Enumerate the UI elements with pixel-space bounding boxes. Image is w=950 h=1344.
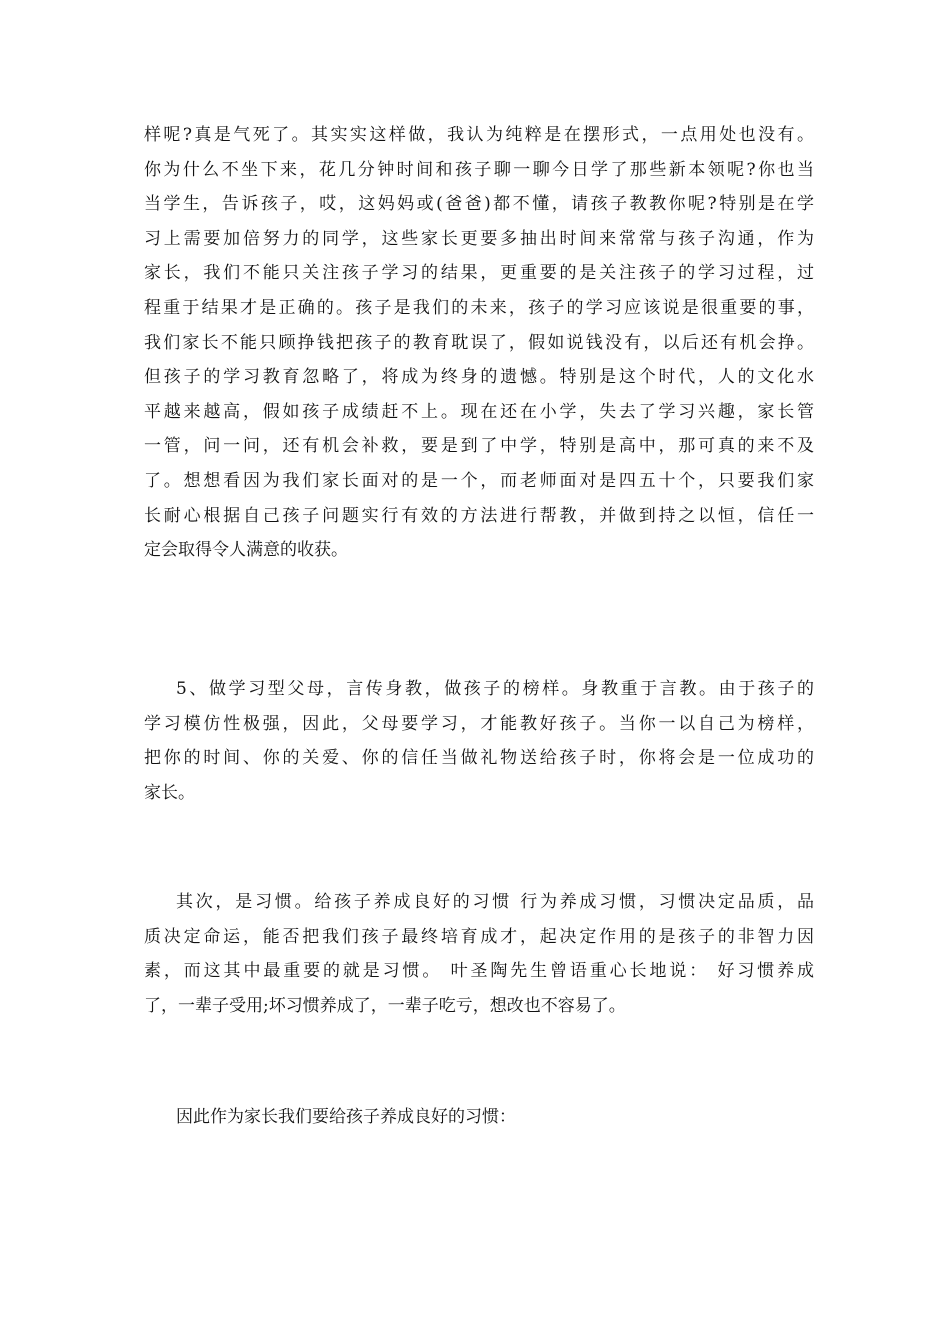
- text-line: 当学生，告诉孩子，哎，这妈妈或(爸爸)都不懂，请孩子教教你呢?特别是在学: [144, 194, 814, 215]
- text-line: 5、做学习型父母，言传身教，做孩子的榜样。身教重于言教。由于孩子的: [176, 679, 814, 699]
- paragraph-role-model: [144, 672, 814, 810]
- text-line: 但孩子的学习教育忽略了，将成为终身的遗憾。特别是这个时代，人的文化水: [144, 367, 814, 388]
- text-line: 你为什么不坐下来，花几分钟时间和孩子聊一聊今日学了那些新本领呢?你也当: [144, 159, 814, 180]
- paragraph-continuation: [144, 118, 814, 568]
- text-line: 素，而这其中最重要的就是习惯。 叶圣陶先生曾语重心长地说： 好习惯养成: [144, 961, 814, 982]
- text-line: 定会取得令人满意的收获。: [144, 540, 348, 561]
- text-line: 其次，是习惯。给孩子养成良好的习惯 行为养成习惯，习惯决定品质，品: [176, 892, 814, 912]
- paragraph-habits: [144, 885, 814, 1023]
- text-line: 一管，问一问，还有机会补救，要是到了中学，特别是高中，那可真的来不及: [144, 436, 814, 457]
- text-line: 质决定命运，能否把我们孩子最终培育成才，起决定作用的是孩子的非智力因: [144, 926, 814, 947]
- text-line: 长耐心根据自己孩子问题实行有效的方法进行帮教，并做到持之以恒，信任一: [144, 505, 814, 526]
- text-line: 程重于结果才是正确的。孩子是我们的未来，孩子的学习应该说是很重要的事，: [144, 297, 814, 318]
- paragraph-conclusion: [144, 1100, 814, 1135]
- text-line: 因此作为家长我们要给孩子养成良好的习惯：: [176, 1107, 516, 1127]
- text-line: 了，一辈子受用;坏习惯养成了，一辈子吃亏，想改也不容易了。: [144, 995, 626, 1016]
- text-line: 平越来越高，假如孩子成绩赶不上。现在还在小学，失去了学习兴趣，家长管: [144, 401, 814, 422]
- text-line: 我们家长不能只顾挣钱把孩子的教育耽误了，假如说钱没有，以后还有机会挣。: [144, 332, 814, 353]
- text-line: 把你的时间、你的关爱、你的信任当做礼物送给孩子时，你将会是一位成功的: [144, 748, 814, 769]
- text-line: 了。想想看因为我们家长面对的是一个，而老师面对是四五十个，只要我们家: [144, 470, 814, 491]
- text-line: 家长，我们不能只关注孩子学习的结果，更重要的是关注孩子的学习过程，过: [144, 263, 814, 284]
- text-line: 习上需要加倍努力的同学，这些家长更要多抽出时间来常常与孩子沟通，作为: [144, 228, 814, 249]
- text-line: 样呢?真是气死了。其实实这样做，我认为纯粹是在摆形式，一点用处也没有。: [144, 125, 814, 145]
- text-line: 学习模仿性极强，因此，父母要学习，才能教好孩子。当你一以自己为榜样，: [144, 713, 814, 734]
- text-line: 家长。: [144, 782, 195, 803]
